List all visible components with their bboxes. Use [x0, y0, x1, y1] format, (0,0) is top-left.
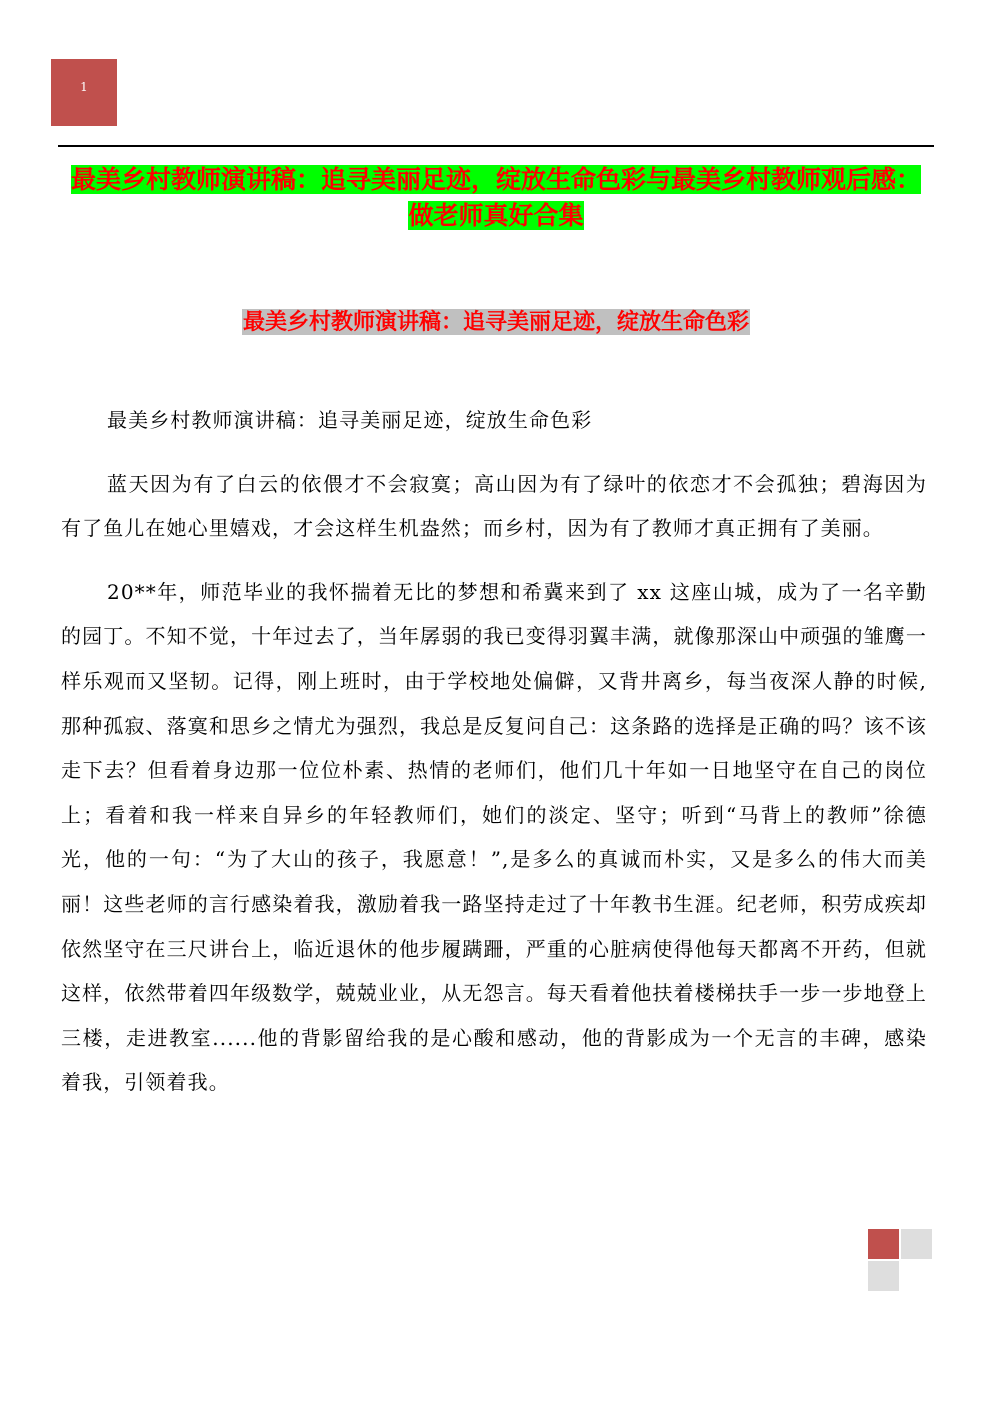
decoration-square-grey: [901, 1229, 932, 1259]
paragraph: 20**年，师范毕业的我怀揣着无比的梦想和希冀来到了 xx 这座山城，成为了一名辛勤的园丁。不知不觉，十年过去了，当年孱弱的我已变得羽翼丰满，就像那深山中顽强的雏鹰一样乐观而又坚韧。记得，刚上班时，由于学校地处偏僻，又背井离乡，每当夜深人静的时候,那种孤寂、落寞和思乡之情尤为强烈，我总是反复问自己：这条路的选择是正确的吗？该不该走下去？但看着身边那一位位朴素、热情的老师们，他们几十年如一日地坚守在自己的岗位上；看着和我一样来自异乡的年轻教师们，她们的淡定、坚守；听到“马背上的教师”徐德光，他的一句：“为了大山的孩子，我愿意！”,是多么的真诚而朴实，又是多么的伟大而美丽！这些老师的言行感染着我，激励着我一路坚持走过了十年教书生涯。纪老师，积劳成疾却依然坚守在三尺讲台上，临近退休的他步履蹒跚，严重的心脏病使得他每天都离不开药，但就这样，依然带着四年级数学，兢兢业业，从无怨言。每天看着他扶着楼梯扶手一步一步地登上三楼，走进教室......他的背影留给我的是心酸和感动，他的背影成为一个无言的丰碑，感染着我，引领着我。: [61, 579, 927, 1095]
page-number: 1: [80, 79, 88, 94]
document-title-text: 最美乡村教师演讲稿：追寻美丽足迹，绽放生命色彩与最美乡村教师观后感：做老师真好合集: [70, 165, 921, 230]
header-divider: [58, 145, 934, 147]
decoration-square-red: [868, 1229, 899, 1259]
document-body: [61, 398, 927, 1124]
paragraph: 最美乡村教师演讲稿：追寻美丽足迹，绽放生命色彩: [107, 408, 593, 432]
paragraph: 蓝天因为有了白云的依偎才不会寂寞；高山因为有了绿叶的依恋才不会孤独；碧海因为有了鱼儿在她心里嬉戏，才会这样生机盎然；而乡村，因为有了教师才真正拥有了美丽。: [61, 471, 927, 541]
section-title: [60, 306, 932, 338]
decoration-square-grey: [868, 1261, 899, 1291]
page-number-badge: [51, 59, 117, 126]
section-title-text: 最美乡村教师演讲稿：追寻美丽足迹，绽放生命色彩: [242, 309, 749, 335]
document-title: [60, 162, 932, 234]
corner-decoration: [868, 1229, 932, 1291]
